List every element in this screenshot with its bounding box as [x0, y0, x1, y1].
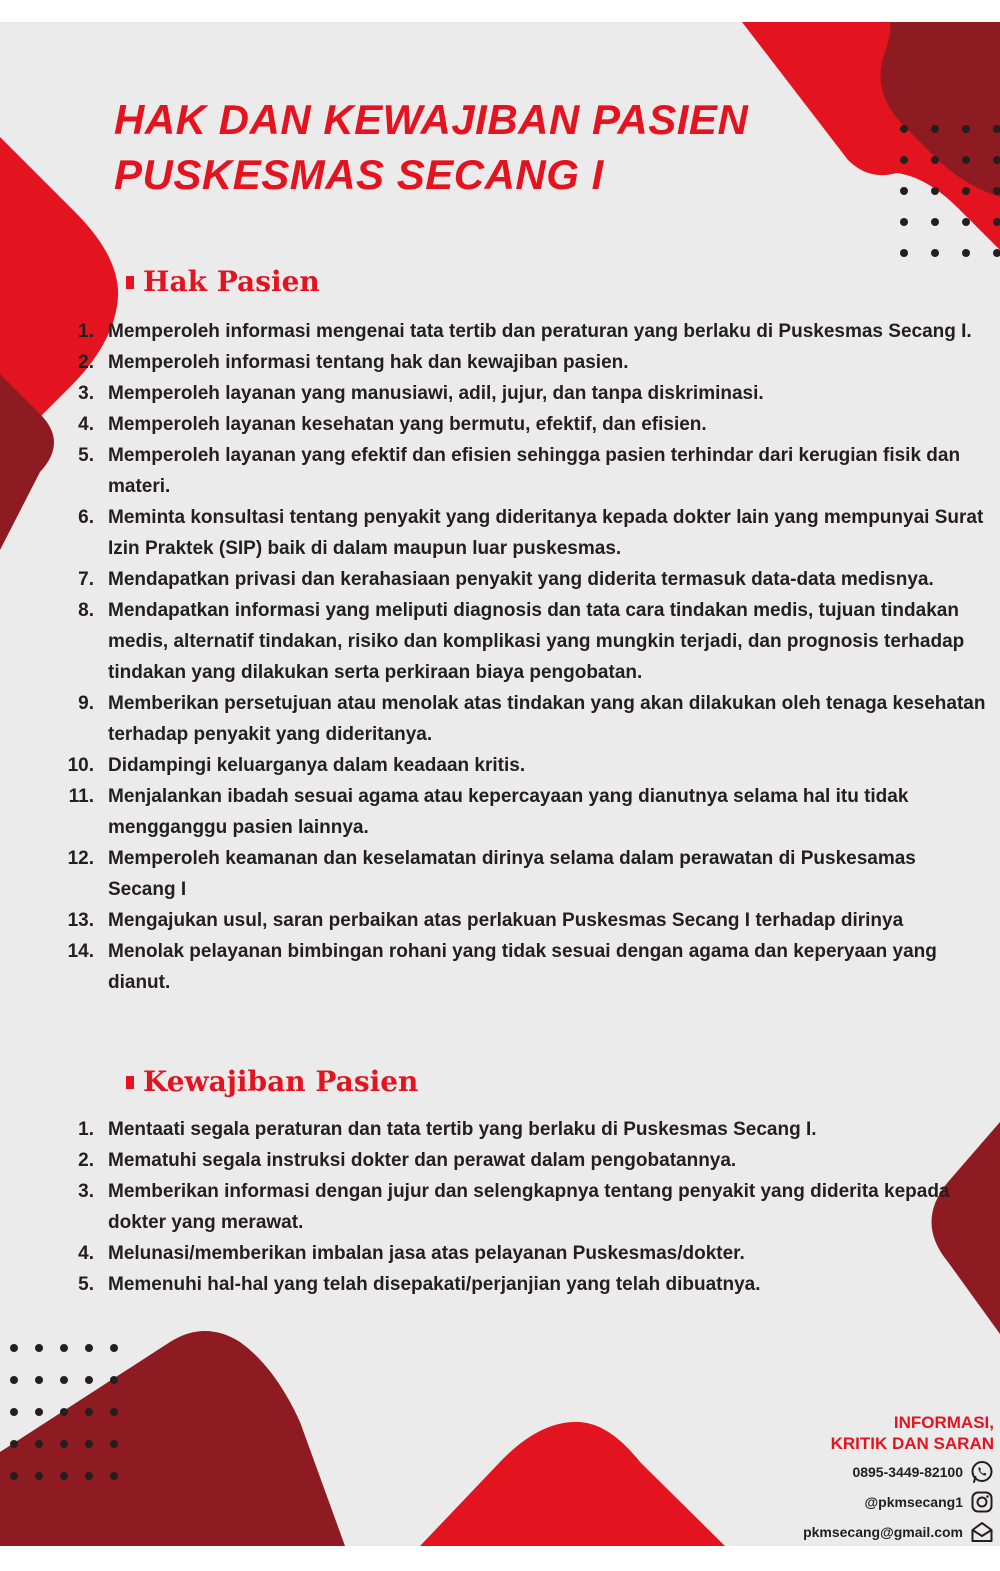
- title-line-2: PUSKESMAS SECANG I: [114, 151, 604, 198]
- page-title: [114, 92, 748, 202]
- kewajiban-pasien-heading: [126, 1065, 418, 1099]
- list-item-text: Mendapatkan informasi yang meliputi diagnosis dan tata cara tindakan medis, tujuan tindakan medis, alternatif tindakan, risiko dan komplikasi yang mungkin terjadi, dan prognosis terhadap tindakan yang dilakukan serta perkiraan biaya pengobatan.: [108, 600, 965, 683]
- list-item: [0, 905, 1000, 936]
- list-item-number: 13.: [67, 910, 94, 931]
- list-item-text: Menjalankan ibadah sesuai agama atau kepercayaan yang dianutnya selama hal itu tidak mengganggu pasien lainnya.: [108, 786, 909, 838]
- contact-instagram-row[interactable]: [803, 1490, 994, 1514]
- contact-info: [803, 1412, 994, 1544]
- list-item: [0, 1269, 1000, 1300]
- list-item: [0, 1145, 1000, 1176]
- list-item-number: 14.: [67, 941, 94, 962]
- list-item: [0, 440, 1000, 502]
- list-item: [0, 378, 1000, 409]
- list-item: [0, 564, 1000, 595]
- poster: [0, 22, 1000, 1546]
- contact-heading-line-2: KRITIK DAN SARAN: [830, 1434, 994, 1453]
- list-item-number: 3.: [78, 1181, 94, 1202]
- list-item-number: 10.: [67, 755, 94, 776]
- list-item: [0, 1114, 1000, 1145]
- whatsapp-icon: [970, 1460, 994, 1484]
- bottom-left-dots: [10, 1344, 118, 1480]
- list-item: [0, 409, 1000, 440]
- contact-email-row[interactable]: [803, 1520, 994, 1544]
- list-item-text: Memperoleh layanan yang manusiawi, adil, jujur, dan tanpa diskriminasi.: [108, 383, 764, 404]
- list-item-text: Memperoleh keamanan dan keselamatan dirinya selama dalam perawatan di Puskesamas Secang I: [108, 848, 916, 900]
- heading-bullet: [126, 276, 134, 289]
- list-item-text: Memberikan persetujuan atau menolak atas tindakan yang akan dilakukan oleh tenaga kesehatan terhadap penyakit yang dideritanya.: [108, 693, 986, 745]
- list-item: [0, 781, 1000, 843]
- list-item-number: 9.: [78, 693, 94, 714]
- contact-phone: 0895-3449-82100: [852, 1464, 963, 1480]
- list-item-text: Memperoleh layanan yang efektif dan efisien sehingga pasien terhindar dari kerugian fisik dan materi.: [108, 445, 961, 497]
- list-item-number: 2.: [78, 1150, 94, 1171]
- list-item-text: Memenuhi hal-hal yang telah disepakati/perjanjian yang telah dibuatnya.: [108, 1274, 761, 1295]
- list-item: [0, 843, 1000, 905]
- list-item-text: Mematuhi segala instruksi dokter dan perawat dalam pengobatannya.: [108, 1150, 737, 1171]
- email-icon: [970, 1520, 994, 1544]
- list-item-text: Mengajukan usul, saran perbaikan atas perlakuan Puskesmas Secang I terhadap dirinya: [108, 910, 904, 931]
- title-line-1: HAK DAN KEWAJIBAN PASIEN: [114, 96, 749, 143]
- hak-pasien-heading-text: Hak Pasien: [143, 265, 320, 298]
- list-item-number: 5.: [78, 1274, 94, 1295]
- top-right-dots: [900, 125, 1000, 257]
- list-item: [0, 750, 1000, 781]
- contact-email: pkmsecang@gmail.com: [803, 1524, 963, 1540]
- list-item-number: 8.: [78, 600, 94, 621]
- list-item-text: Memperoleh informasi tentang hak dan kewajiban pasien.: [108, 352, 629, 373]
- list-item: [0, 688, 1000, 750]
- list-item-text: Memperoleh informasi mengenai tata tertib dan peraturan yang berlaku di Puskesmas Secang I.: [108, 321, 972, 342]
- kewajiban-pasien-list: [0, 1114, 1000, 1300]
- hak-pasien-list: [0, 316, 1000, 998]
- list-item-number: 1.: [78, 1119, 94, 1140]
- contact-phone-row[interactable]: [803, 1460, 994, 1484]
- hak-pasien-heading: [126, 265, 320, 299]
- list-item-number: 6.: [78, 507, 94, 528]
- list-item: [0, 316, 1000, 347]
- list-item-number: 12.: [67, 848, 94, 869]
- list-item-text: Menolak pelayanan bimbingan rohani yang tidak sesuai dengan agama dan keperyaan yang dianut.: [108, 941, 937, 993]
- list-item-number: 4.: [78, 1243, 94, 1264]
- list-item-number: 3.: [78, 383, 94, 404]
- list-item-number: 4.: [78, 414, 94, 435]
- kewajiban-pasien-heading-text: Kewajiban Pasien: [143, 1065, 419, 1098]
- contact-instagram: @pkmsecang1: [864, 1494, 963, 1510]
- list-item-number: 7.: [78, 569, 94, 590]
- list-item-number: 2.: [78, 352, 94, 373]
- list-item-text: Didampingi keluarganya dalam keadaan kritis.: [108, 755, 526, 776]
- list-item: [0, 1176, 1000, 1238]
- contact-heading: [803, 1412, 994, 1454]
- list-item-text: Meminta konsultasi tentang penyakit yang dideritanya kepada dokter lain yang mempunyai Surat Izin Praktek (SIP) baik di dalam maupun luar puskesmas.: [108, 507, 984, 559]
- list-item-number: 5.: [78, 445, 94, 466]
- list-item-text: Melunasi/memberikan imbalan jasa atas pelayanan Puskesmas/dokter.: [108, 1243, 745, 1264]
- list-item-text: Memperoleh layanan kesehatan yang bermutu, efektif, dan efisien.: [108, 414, 707, 435]
- instagram-icon: [970, 1490, 994, 1514]
- list-item: [0, 347, 1000, 378]
- list-item-text: Mendapatkan privasi dan kerahasiaan penyakit yang diderita termasuk data-data medisnya.: [108, 569, 934, 590]
- list-item: [0, 595, 1000, 688]
- list-item: [0, 936, 1000, 998]
- heading-bullet: [126, 1076, 134, 1089]
- bottom-center-red-shape: [420, 1422, 725, 1546]
- list-item: [0, 502, 1000, 564]
- list-item-number: 1.: [78, 321, 94, 342]
- list-item-text: Memberikan informasi dengan jujur dan selengkapnya tentang penyakit yang diderita kepada dokter yang merawat.: [108, 1181, 950, 1233]
- list-item-number: 11.: [68, 786, 94, 807]
- list-item: [0, 1238, 1000, 1269]
- list-item-text: Mentaati segala peraturan dan tata tertib yang berlaku di Puskesmas Secang I.: [108, 1119, 817, 1140]
- contact-heading-line-1: INFORMASI,: [893, 1413, 994, 1432]
